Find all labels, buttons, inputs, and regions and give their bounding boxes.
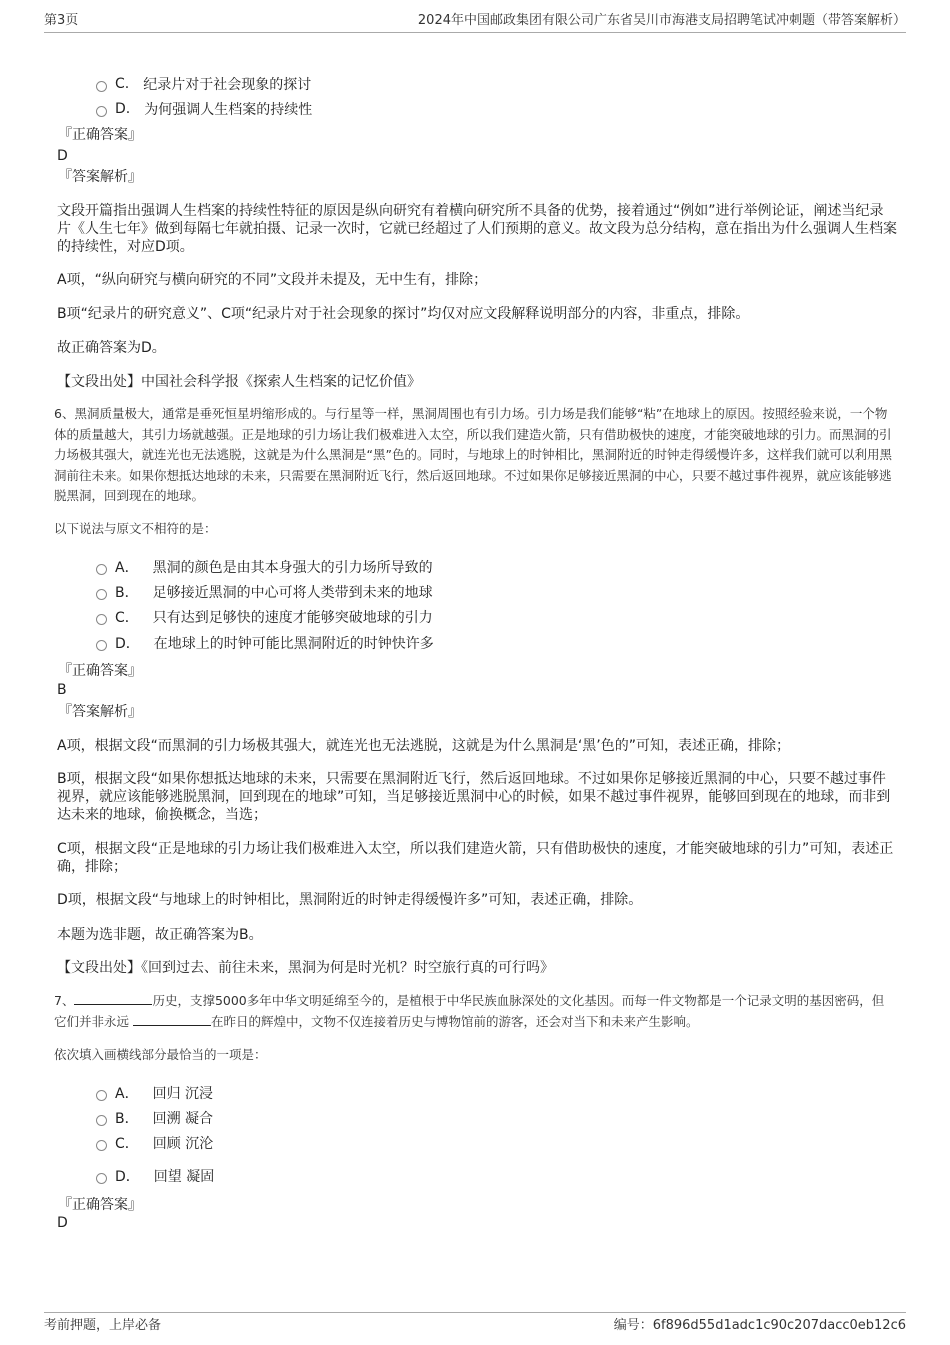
header-divider — [44, 32, 906, 33]
blank-1 — [74, 1004, 152, 1005]
answer-value: D — [57, 148, 68, 164]
option-label: D. — [115, 101, 131, 117]
option-text: 为何强调人生档案的持续性 — [144, 102, 313, 118]
option-text: 纪录片对于社会现象的探讨 — [143, 77, 312, 93]
option-label: D． — [115, 1169, 140, 1185]
analysis-paragraph: A项，根据文段“而黑洞的引力场极其强大，就连光也无法逃脱，这就是为什么黑洞是‘黑’色的”可知，表述正确，排除； — [57, 738, 790, 754]
option-a[interactable] — [96, 557, 433, 577]
blank-2 — [133, 1025, 211, 1026]
option-d[interactable] — [96, 1166, 214, 1186]
radio-icon[interactable] — [96, 564, 107, 575]
analysis-paragraph: A项，“纵向研究与横向研究的不同”文段并未提及，无中生有，排除； — [57, 272, 488, 288]
footer-divider — [44, 1312, 906, 1313]
option-a[interactable] — [96, 1083, 213, 1103]
question-prompt: 依次填入画横线部分最恰当的一项是： — [54, 1047, 267, 1062]
radio-icon[interactable] — [96, 1140, 107, 1151]
option-text: 黑洞的颜色是由其本身强大的引力场所导致的 — [152, 560, 433, 576]
radio-icon[interactable] — [96, 589, 107, 600]
stem-text: 历史，支撑5000多年中华文明延绵至今的，是植根于中华民族血脉深处的文化基因。而每一件文物都是一个记录文明的基因密码，但它们并非永远 — [54, 993, 885, 1029]
option-label: A． — [115, 560, 139, 576]
document-title: 2024年中国邮政集团有限公司广东省吴川市海港支局招聘笔试冲刺题（带答案解析） — [417, 13, 906, 28]
analysis-paragraph: 本题为选非题，故正确答案为B。 — [57, 927, 263, 943]
option-b[interactable] — [96, 582, 433, 602]
option-label: A． — [115, 1086, 139, 1102]
option-b[interactable] — [96, 1108, 213, 1128]
option-text: 回望 凝固 — [153, 1169, 215, 1185]
analysis-paragraph: C项，根据文段“正是地球的引力场让我们极难进入太空，所以我们建造火箭，只有借助极快的速度，才能突破地球的引力”可知，表述正确，排除； — [57, 841, 894, 875]
option-text: 回溯 凝合 — [152, 1111, 214, 1127]
source-citation: 【文段出处】《回到过去、前往未来，黑洞为何是时光机？时空旅行真的可行吗》 — [57, 960, 554, 976]
answer-heading: 『正确答案』 — [58, 127, 142, 143]
radio-icon[interactable] — [96, 1115, 107, 1126]
question-prompt: 以下说法与原文不相符的是： — [54, 521, 217, 536]
option-text: 在地球上的时钟可能比黑洞附近的时钟快许多 — [153, 636, 434, 652]
analysis-heading: 『答案解析』 — [58, 704, 142, 720]
answer-heading: 『正确答案』 — [58, 663, 142, 679]
stem-text: 在昨日的辉煌中，文物不仅连接着历史与博物馆前的游客，还会对当下和未来产生影响。 — [210, 1013, 699, 1029]
radio-icon[interactable] — [96, 640, 107, 651]
question-stem — [54, 991, 894, 1032]
radio-icon[interactable] — [96, 1090, 107, 1101]
document-code: 编号：6f896d55d1adc1c90c207dacc0eb12c6 — [613, 1318, 906, 1333]
question-stem: 6、黑洞质量极大，通常是垂死恒星坍缩形成的。与行星等一样，黑洞周围也有引力场。引力场是我们能够“粘”在地球上的原因。按照经验来说，一个物体的质量越大，其引力场就越强。正是地球的引力场让我们极难进入太空，所以我们建造火箭，只有借助极快的速度，才能突破地球的引力。而黑洞的引力场极其强大，就连光也无法逃脱，这就是为什么黑洞是“黑”色的。同时，与地球上的时钟相比，黑洞附近的时钟走得缓慢许多，这样我们就可以利用黑洞前往未来。如果你想抵达地球的未来，只需要在黑洞附近飞行，然后返回地球。不过如果你足够接近黑洞的中心，只要不越过事件视界，就应该能够逃脱黑洞，回到现在的地球。 — [54, 406, 892, 503]
option-c[interactable] — [96, 607, 433, 627]
source-citation: 【文段出处】中国社会科学报《探索人生档案的记忆价值》 — [57, 374, 421, 390]
answer-value: B — [57, 682, 67, 698]
analysis-paragraph: B项“纪录片的研究意义”、C项“纪录片对于社会现象的探讨”均仅对应文段解释说明部分的内容，非重点，排除。 — [57, 306, 750, 322]
option-c[interactable] — [96, 1133, 213, 1153]
option-d[interactable] — [96, 633, 434, 653]
radio-icon[interactable] — [96, 1173, 107, 1184]
option-text: 只有达到足够快的速度才能够突破地球的引力 — [152, 610, 433, 626]
analysis-paragraph: B项，根据文段“如果你想抵达地球的未来，只需要在黑洞附近飞行，然后返回地球。不过如果你足够接近黑洞的中心，只要不越过事件视界，就应该能够逃脱黑洞，回到现在的地球”可知，当足够接近黑洞中心的时候，如果不越过事件视界，能够回到现在的地球，而非到达未来的地球，偷换概念，当选； — [57, 771, 891, 823]
answer-heading: 『正确答案』 — [58, 1197, 142, 1213]
option-label: B． — [115, 1111, 139, 1127]
option-label: C． — [115, 1136, 139, 1152]
option-text: 足够接近黑洞的中心可将人类带到未来的地球 — [152, 585, 433, 601]
radio-icon[interactable] — [96, 614, 107, 625]
option-label: B． — [115, 585, 139, 601]
radio-icon[interactable] — [96, 81, 107, 92]
page-number: 第3页 — [44, 13, 79, 28]
analysis-heading: 『答案解析』 — [58, 169, 142, 185]
footer-slogan: 考前押题，上岸必备 — [44, 1318, 162, 1333]
radio-icon[interactable] — [96, 106, 107, 117]
option-label: D． — [115, 636, 140, 652]
answer-value: D — [57, 1215, 68, 1231]
option-c[interactable] — [96, 74, 311, 94]
question-number: 7、 — [54, 993, 75, 1008]
option-d[interactable] — [96, 99, 312, 119]
option-label: C． — [115, 610, 139, 626]
analysis-paragraph: 文段开篇指出强调人生档案的持续性特征的原因是纵向研究有着横向研究所不具备的优势，接着通过“例如”进行举例论证，阐述当纪录片《人生七年》做到每隔七年就拍摄、记录一次时，它就已经超过了人们预期的意义。故文段为总分结构，意在指出为什么强调人生档案的持续性，对应D项。 — [57, 203, 897, 255]
option-text: 回归 沉浸 — [152, 1086, 214, 1102]
option-text: 回顾 沉沦 — [152, 1136, 214, 1152]
option-label: C. — [115, 76, 130, 92]
analysis-paragraph: D项，根据文段“与地球上的时钟相比，黑洞附近的时钟走得缓慢许多”可知，表述正确，排除。 — [57, 892, 643, 908]
analysis-paragraph: 故正确答案为D。 — [57, 340, 166, 356]
